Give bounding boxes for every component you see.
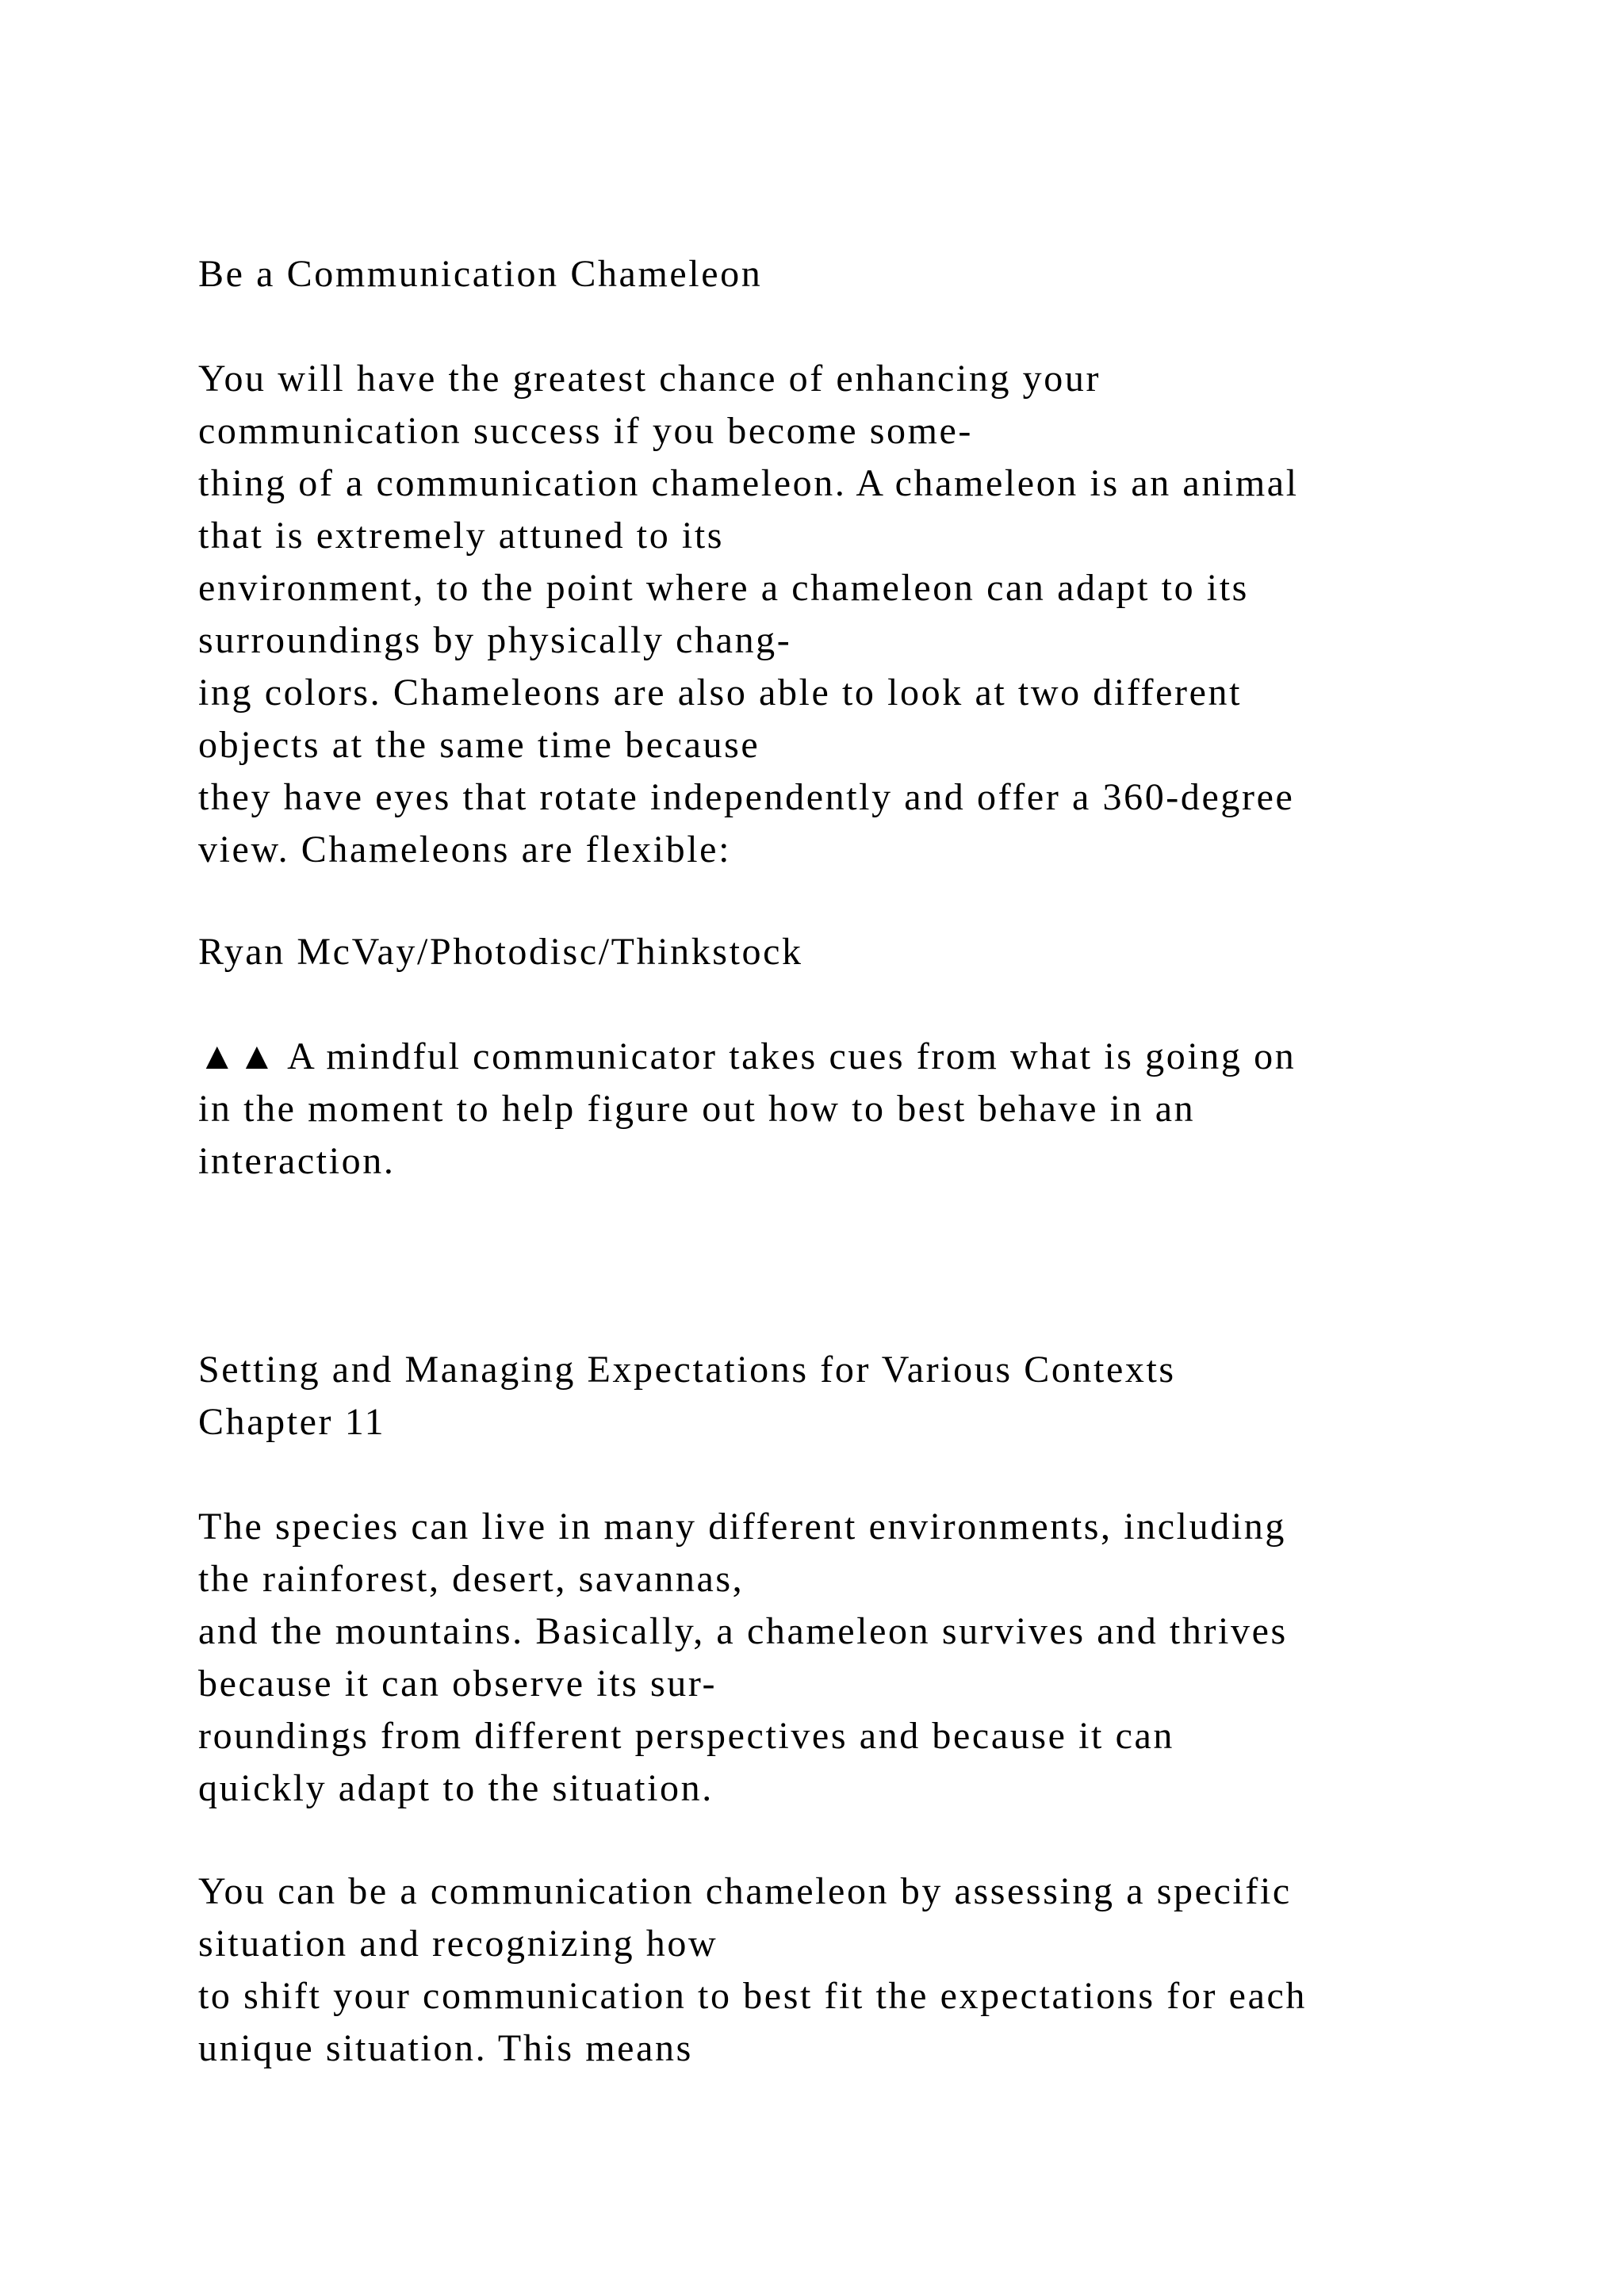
paragraph-line: quickly adapt to the situation. (198, 1767, 714, 1809)
paragraph-line: roundings from different perspectives and because it can (198, 1715, 1174, 1757)
page-title (198, 248, 1546, 300)
paragraph-line: communication success if you become some- (198, 410, 974, 452)
paragraph-line: that is extremely attuned to its (198, 515, 725, 557)
paragraph-line: situation and recognizing how (198, 1923, 718, 1965)
paragraph-line: ing colors. Chameleons are also able to look at two different (198, 672, 1243, 714)
paragraph-line: You will have the greatest chance of enhancing your (198, 358, 1101, 400)
running-header-line: Setting and Managing Expectations for Various Contexts (198, 1349, 1176, 1391)
chapter-label: Chapter 11 (198, 1401, 386, 1443)
paragraph-be-chameleon (198, 1866, 1546, 2075)
caption-line: interaction. (198, 1140, 396, 1182)
paragraph-line: to shift your communication to best fit the expectations for each (198, 1975, 1307, 2017)
caption-line: in the moment to help figure out how to best behave in an (198, 1088, 1196, 1130)
running-header (198, 1344, 1546, 1448)
paragraph-line: view. Chameleons are flexible: (198, 828, 731, 871)
figure-caption (198, 1031, 1546, 1188)
paragraph-line: unique situation. This means (198, 2027, 693, 2069)
paragraph-line: objects at the same time because (198, 724, 760, 766)
title-line: Be a Communication Chameleon (198, 253, 763, 295)
paragraph-line: thing of a communication chameleon. A chameleon is an animal (198, 462, 1299, 504)
paragraph-line: the rainforest, desert, savannas, (198, 1558, 745, 1600)
photo-credit-line: Ryan McVay/Photodisc/Thinkstock (198, 931, 803, 973)
paragraph-line: surroundings by physically chang- (198, 619, 792, 661)
caption-line: ▲▲ A mindful communicator takes cues from what is going on (198, 1035, 1297, 1077)
paragraph-line: they have eyes that rotate independently and offer a 360-degree (198, 776, 1295, 818)
paragraph-line: The species can live in many different environments, including (198, 1506, 1286, 1548)
paragraph-species (198, 1501, 1546, 1815)
paragraph-line: and the mountains. Basically, a chameleon survives and thrives (198, 1610, 1288, 1652)
paragraph-line: because it can observe its sur- (198, 1663, 718, 1705)
photo-credit (198, 926, 1546, 978)
paragraph-line: environment, to the point where a chameleon can adapt to its (198, 567, 1249, 609)
paragraph-line: You can be a communication chameleon by assessing a specific (198, 1870, 1292, 1912)
paragraph-intro (198, 353, 1546, 876)
